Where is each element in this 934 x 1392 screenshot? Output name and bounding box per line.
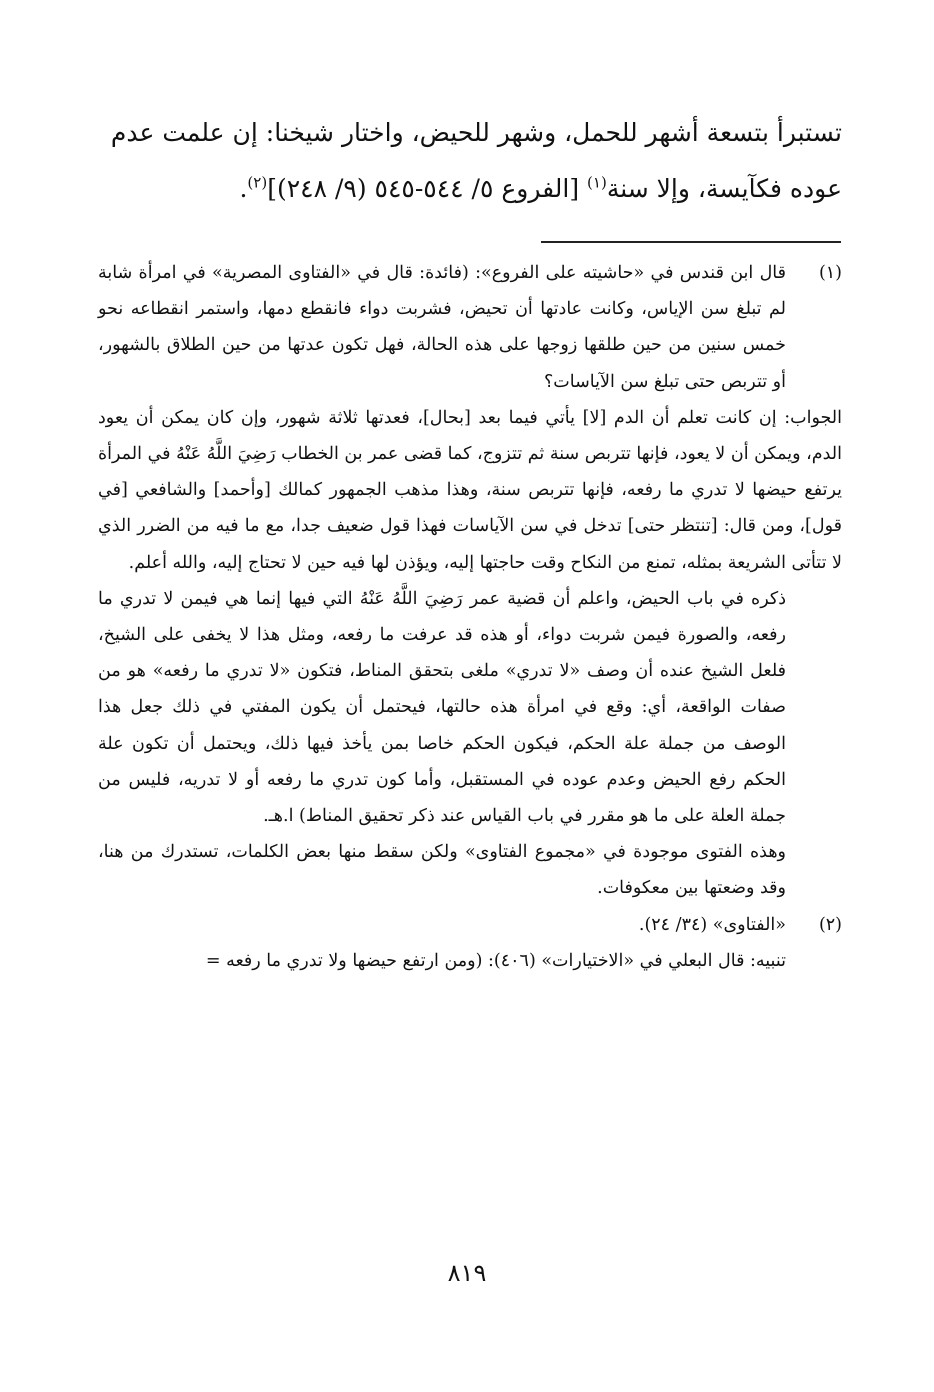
footnote-2-text: «الفتاوى» (٣٤/ ٢٤). [638,914,786,935]
page-number: ٨١٩ [447,1259,487,1287]
footnote-2 [98,907,842,943]
main-text-line-1 [100,105,842,161]
main-text-line-2-citation: [الفروع ٥/ ٥٤٤-٥٤٥ (٩/ ٢٤٨)] [267,174,588,203]
footnotes-block [98,255,842,979]
footnote-1-paragraph-4: وهذه الفتوى موجودة في «مجموع الفتاوى» ولكن سقط منها بعض الكلمات، تستدرك من هنا، وقد وضعتها بين معكوفات. [98,842,786,899]
footnote-1-paragraph-2: الجواب: إن كانت تعلم أن الدم [لا] يأتي فيما بعد [بحال]، فعدتها ثلاثة شهور، وإن كان يمكن أن يعود الدم، ويمكن أن لا يعود، فإنها تتربص سنة ثم تتزوج، كما قضى عمر بن الخطاب رَضِيَ اللَّهُ عَنْهُ في المرأة يرتفع حيضها لا تدري ما رفعه، فإنها تتربص سنة، وهذا مذهب الجمهور كمالك [وأحمد] والشافعي [في قول]، ومن قال: [تنتظر حتى] تدخل في سن الآياسات فهذا قول ضعيف جدا، مع ما فيه من الضرر الذي لا تتأتى الشريعة بمثله، تمنع من النكاح وقت حاجتها إليه، ويؤذن لها فيه حين لا تحتاج إليه، والله أعلم. [98,407,842,573]
footnote-separator [541,241,841,243]
footnote-2-body [98,907,786,943]
footnote-ref-2[interactable]: (٢) [247,173,268,192]
footnote-1-body [98,255,786,400]
footnote-1-paragraph-1: قال ابن قندس في «حاشيته على الفروع»: (فائدة: قال في «الفتاوى المصرية» في امرأة شابة لم تبلغ سن الإياس، وكانت عادتها أن تحيض، فشربت دواء فانقطع دمها، واستمر انقطاعه نحو خمس سنين من حين طلقها زوجها على هذه الحالة، فهل تكون عدتها من حين الطلاق بالشهور، أو تتربص حتى تبلغ سن الآياسات؟ [98,263,786,392]
footnote-2-note: تنبيه: قال البعلي في «الاختيارات» (٤٠٦): (ومن ارتفع حيضها ولا تدري ما رفعه = [205,950,786,971]
main-text-line-1-text: تستبرأ بتسعة أشهر للحمل، وشهر للحيض، واختار شيخنا: إن علمت عدم [110,118,842,147]
footnote-1-number: (١) [818,263,842,283]
footnote-1 [98,255,842,400]
main-text-line-2-end: . [239,174,248,203]
main-text-block [100,105,842,217]
footnote-1-paragraph-3: ذكره في باب الحيض، واعلم أن قضية عمر رَضِيَ اللَّهُ عَنْهُ التي فيها إنما هي فيمن لا تدري ما رفعه، والصورة فيمن شربت دواء، أو هذه قد عرفت ما رفعه، ومثل هذا لا يخفى على الشيخ، فلعل الشيخ عنده أن وصف «لا تدري» ملغى بتحقق المناط، فتكون «لا تدري ما رفعه» هو من صفات الواقعة، أي: وقع في امرأة هذه حالتها، فيحتمل أن يكون المفتي في ذلك جعل هذا الوصف من جملة علة الحكم، فيكون الحكم خاصا بمن يأخذ فيها ذلك، ويحتمل أن تكون علة الحكم رفع الحيض وعدم عوده في المستقبل، وأما كون تدري ما رفعه أو لا تدريه، فليس من جملة العلة على ما هو مقرر في باب القياس عند ذكر تحقيق المناط) ا.هـ. [98,588,786,827]
footnote-2-number: (٢) [818,914,842,935]
main-text-line-2-start: عوده فكآيسة، وإلا سنة [606,174,842,203]
main-text-line-2 [100,161,842,217]
footnote-ref-1[interactable]: (١) [587,173,607,192]
